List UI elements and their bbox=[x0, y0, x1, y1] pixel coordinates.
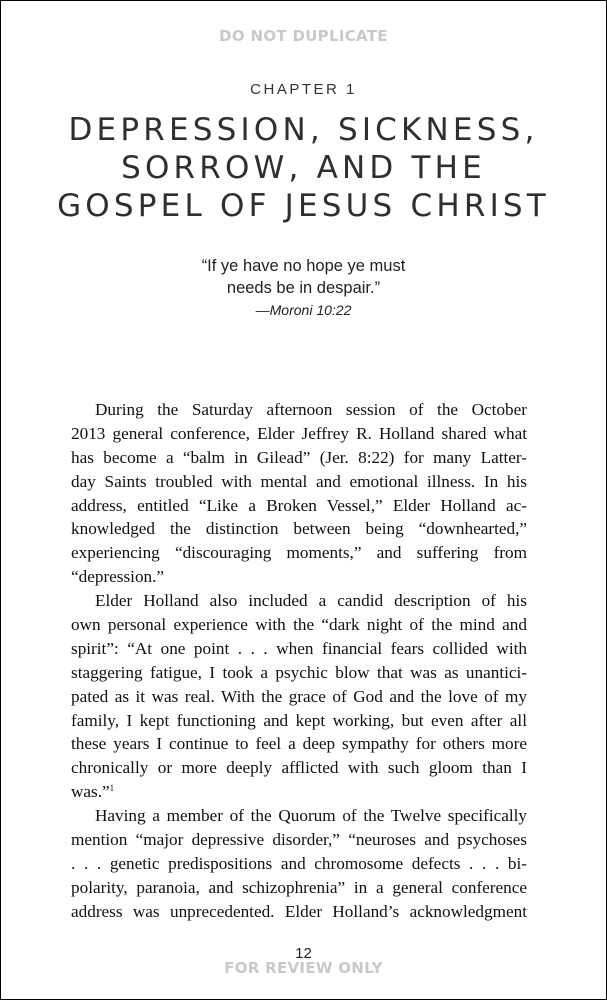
body-line: “depression.” bbox=[71, 567, 165, 587]
watermark-bottom: FOR REVIEW ONLY bbox=[224, 959, 383, 977]
body-line: staggering fatigue, I took a psychic blow that was as unantici- bbox=[71, 662, 527, 682]
chapter-label: CHAPTER 1 bbox=[250, 81, 357, 98]
body-line: polarity, paranoia, and schizophrenia” in a general conference bbox=[71, 877, 527, 897]
body-line: experiencing “discouraging moments,” and suffering from bbox=[71, 543, 527, 563]
epigraph-line: needs be in despair.” bbox=[226, 279, 381, 297]
epigraph bbox=[1, 255, 606, 321]
body-line: Having a member of the Quorum of the Twelve specifically bbox=[95, 806, 527, 826]
chapter-title-line: SORROW, AND THE bbox=[121, 150, 486, 186]
page-number: 12 bbox=[295, 945, 312, 962]
body-line: family, I kept functioning and kept working, but even after all bbox=[71, 710, 527, 730]
body-line: day Saints troubled with mental and emotional illness. In his bbox=[71, 471, 527, 491]
body-line: chronically or more deeply afflicted with such gloom than I bbox=[71, 758, 527, 778]
body-line bbox=[71, 780, 527, 804]
epigraph-line: “If ye have no hope ye must bbox=[201, 257, 406, 275]
body-line: During the Saturday afternoon session of the October bbox=[95, 400, 527, 419]
body-line: these years I continue to feel a deep sympathy for others more bbox=[71, 734, 527, 754]
chapter-title-line: DEPRESSION, SICKNESS, bbox=[68, 112, 539, 148]
body-line: 2013 general conference, Elder Jeffrey R. Holland shared what bbox=[71, 423, 527, 443]
epigraph-attribution: —Moroni 10:22 bbox=[255, 302, 352, 318]
body-line: mention “major depressive disorder,” “neuroses and psychoses bbox=[71, 830, 527, 850]
watermark-top: DO NOT DUPLICATE bbox=[219, 27, 388, 45]
body-text bbox=[71, 398, 527, 924]
body-line: Elder Holland also included a candid description of his bbox=[95, 591, 527, 611]
body-line: own personal experience with the “dark night of the mind and bbox=[71, 615, 527, 635]
chapter-title bbox=[21, 111, 586, 225]
body-line: address was unprecedented. Elder Holland’s acknowledgment bbox=[71, 901, 527, 921]
body-line: knowledged the distinction between being “downhearted,” bbox=[71, 519, 527, 539]
body-line: address, entitled “Like a Broken Vessel,” Elder Holland ac- bbox=[71, 495, 527, 515]
body-line: pated as it was real. With the grace of God and the love of my bbox=[71, 686, 527, 706]
body-line-text: was.” bbox=[71, 782, 110, 802]
footnote-ref: 1 bbox=[109, 783, 115, 794]
body-line: . . . genetic predispositions and chromosome defects . . . bi- bbox=[71, 853, 527, 873]
body-line: spirit”: “At one point . . . when financial fears collided with bbox=[71, 638, 527, 658]
body-line: has become a “balm in Gilead” (Jer. 8:22) for many Latter- bbox=[71, 447, 527, 467]
chapter-title-line: GOSPEL OF JESUS CHRIST bbox=[57, 188, 550, 224]
